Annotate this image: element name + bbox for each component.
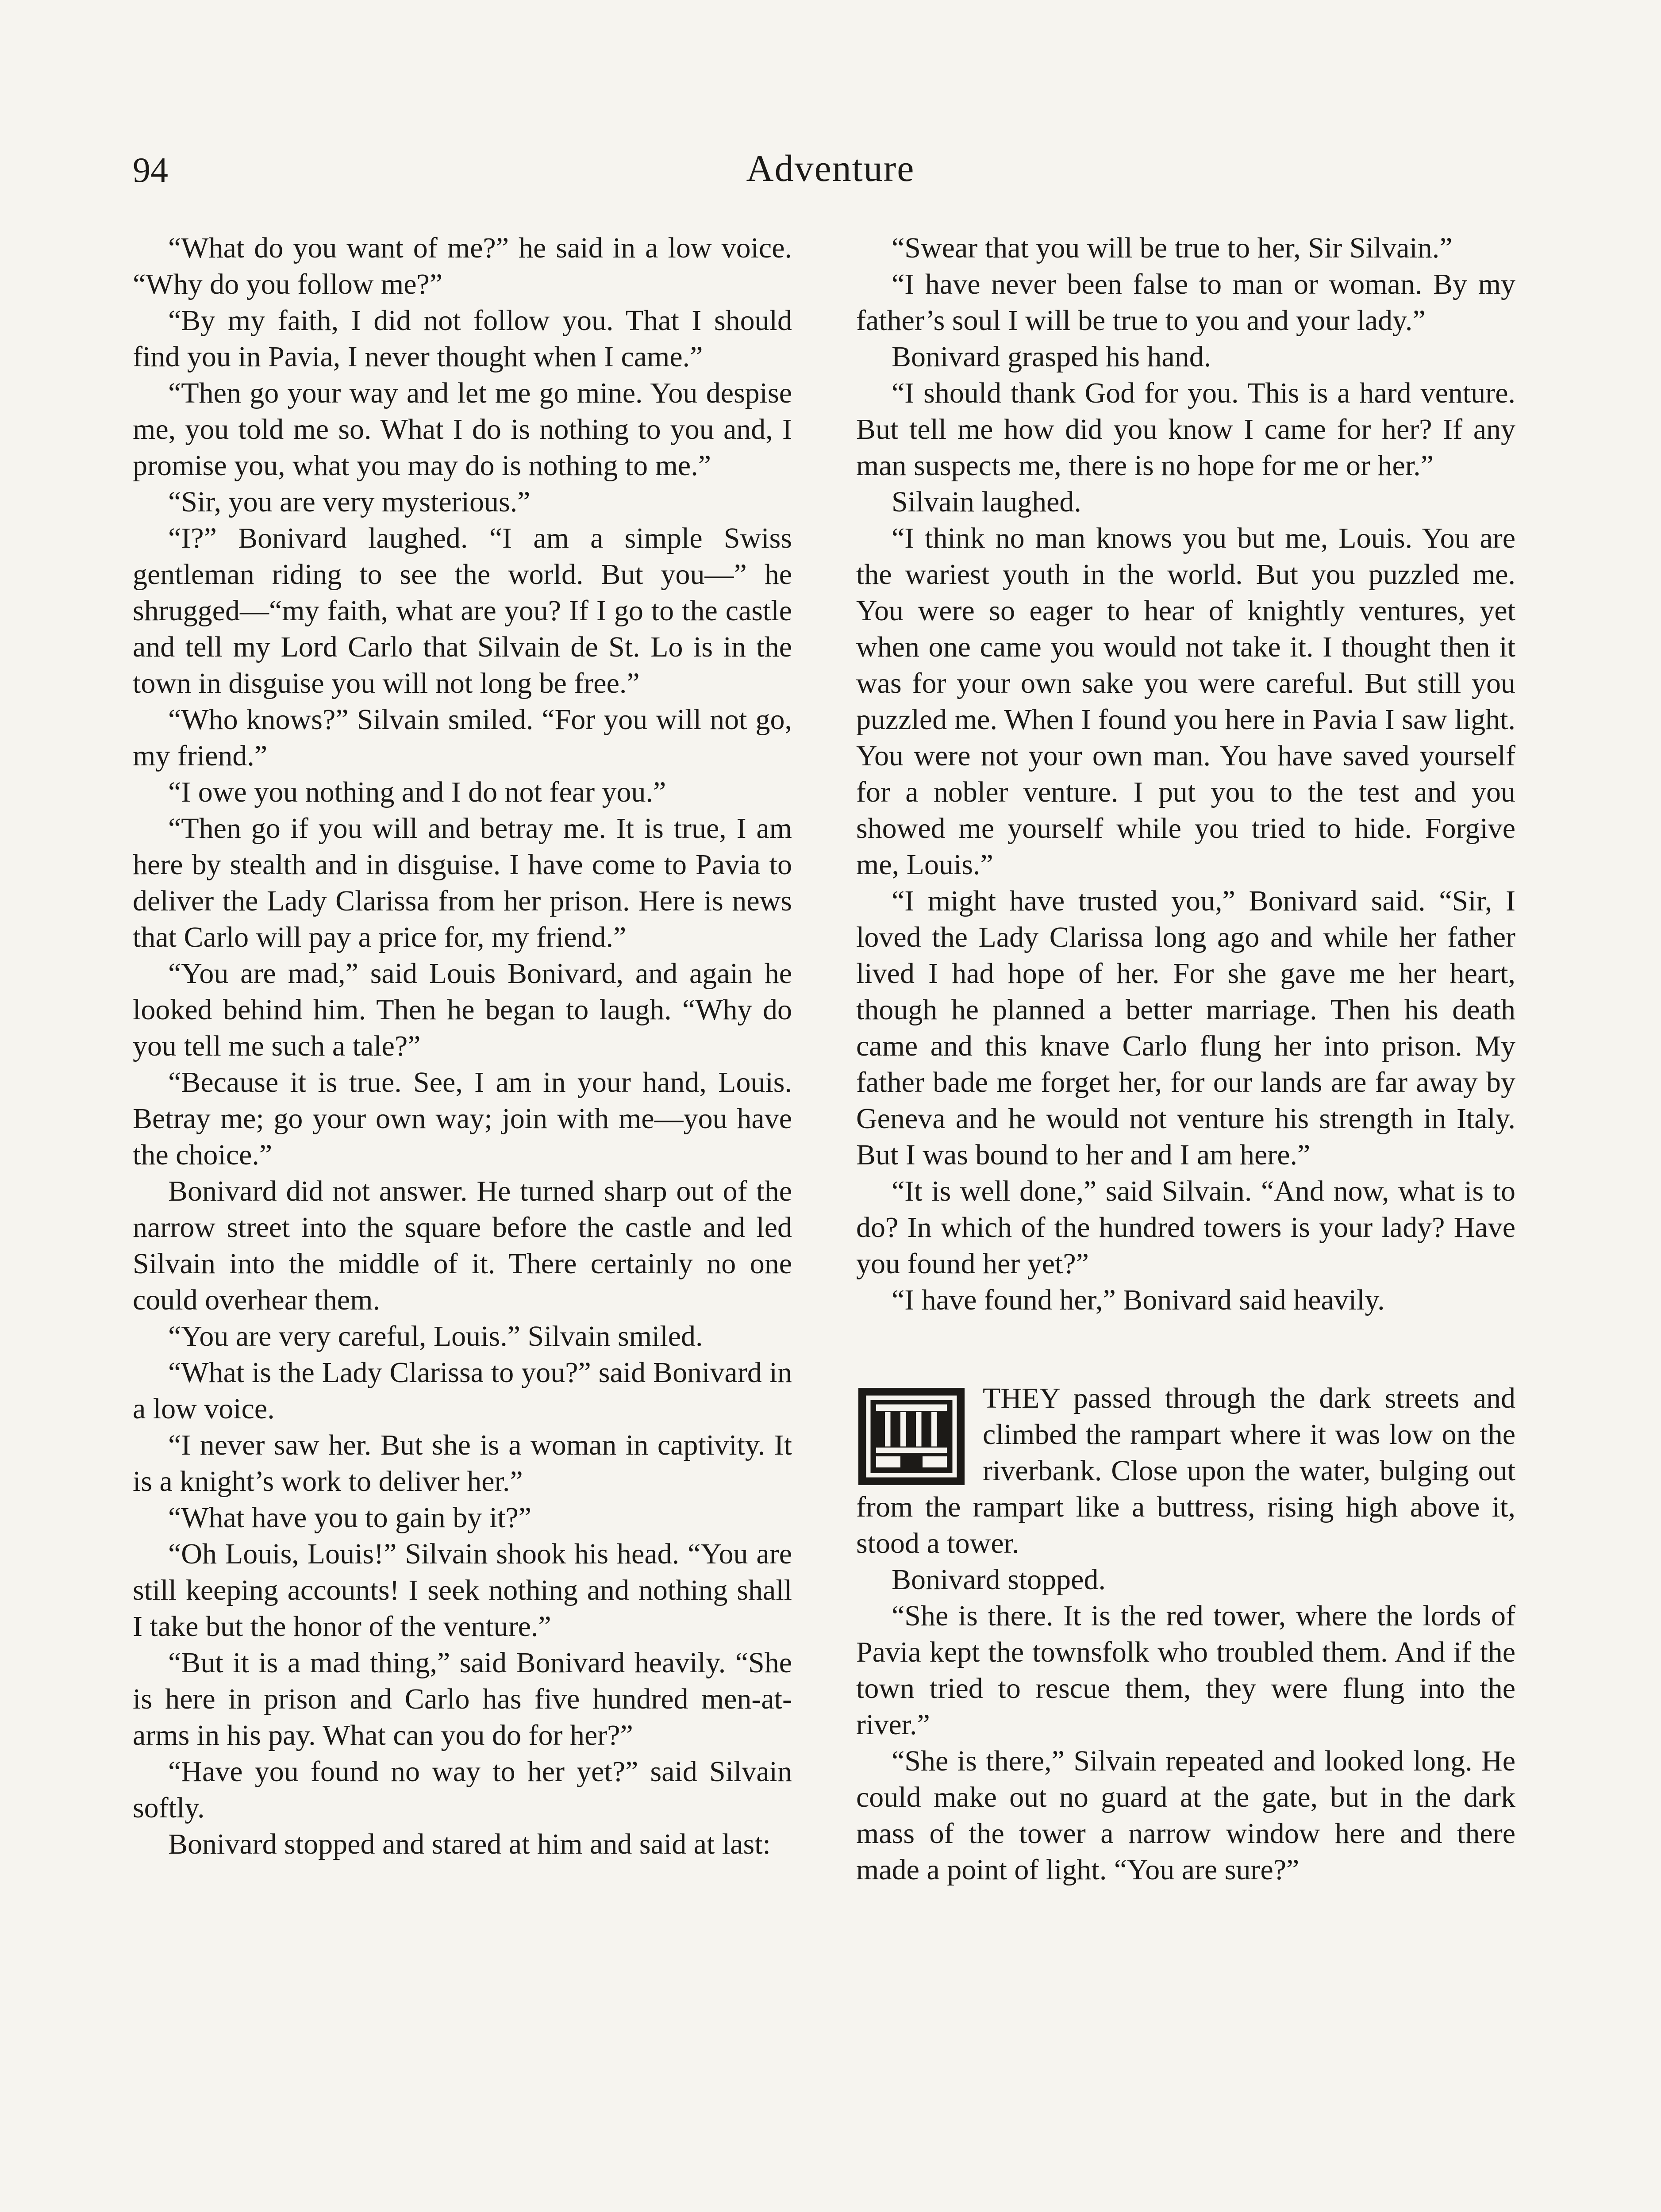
- paragraph: “I have found her,” Bonivard said heavily.: [892, 1284, 1385, 1316]
- paragraph: “I should thank God for you. This is a hard venture. But tell me how did you know I came for her? If any man suspects me, there is no hope for me or her.”: [856, 377, 1515, 482]
- running-title: Adventure: [746, 147, 915, 189]
- paragraph: “What have you to gain by it?”: [168, 1502, 532, 1534]
- paragraph: “Then go your way and let me go mine. You despise me, you told me so. What I do is nothing to you and, I promise you, what you may do is nothing to me.”: [133, 377, 792, 482]
- paragraph: Bonivard grasped his hand.: [892, 341, 1211, 373]
- paragraph: “Then go if you will and betray me. It is true, I am here by stealth and in disguise. I have come to Pavia to deliver the Lady Clarissa from her prison. Here is news that Carlo will pay a price for, my friend.”: [133, 812, 792, 953]
- paragraph: “What do you want of me?” he said in a low voice. “Why do you follow me?”: [133, 232, 792, 300]
- paragraph: Bonivard did not answer. He turned sharp out of the narrow street into the square before the castle and led Silvain into the middle of it. There certainly no one could overhear them.: [133, 1175, 792, 1316]
- paragraph: Silvain laughed.: [892, 486, 1081, 518]
- page-number: 94: [133, 151, 168, 190]
- paragraph: “She is there. It is the red tower, where the lords of Pavia kept the townsfolk who troubled them. And if the town tried to rescue them, they were flung into the river.”: [856, 1600, 1515, 1741]
- section-break: [856, 1318, 1515, 1380]
- paragraph: “Have you found no way to her yet?” said Silvain softly.: [133, 1755, 792, 1824]
- paragraph: “I owe you nothing and I do not fear you.”: [168, 776, 666, 808]
- paragraph: “You are very careful, Louis.” Silvain smiled.: [168, 1320, 703, 1352]
- right-column: [856, 230, 1515, 1888]
- paragraph: “I?” Bonivard laughed. “I am a simple Swiss gentleman riding to see the world. But you—” he shrugged—“my faith, what are you? If I go to the castle and tell my Lord Carlo that Silvain de St. Lo is in the town in disguise you will not long be free.”: [133, 522, 792, 699]
- left-column: [133, 230, 792, 1863]
- paragraph: “Who knows?” Silvain smiled. “For you will not go, my friend.”: [133, 703, 792, 772]
- paragraph: “By my faith, I did not follow you. That I should find you in Pavia, I never thought when I came.”: [133, 304, 792, 373]
- section-opening-paragraph: [856, 1380, 1515, 1562]
- barred-window-dropcap-icon: [856, 1386, 967, 1487]
- paragraph: “It is well done,” said Silvain. “And now, what is to do? In which of the hundred towers is your lady? Have you found her yet?”: [856, 1175, 1515, 1280]
- opening-paragraph-text: THEY passed through the dark streets and climbed the rampart where it was low on the riverbank. Close upon the water, bulging out from the rampart like a buttress, rising high above it, stood a tower.: [856, 1382, 1515, 1559]
- paragraph: “But it is a mad thing,” said Bonivard heavily. “She is here in prison and Carlo has five hundred men-at-arms in his pay. What can you do for her?”: [133, 1647, 792, 1751]
- paragraph: Bonivard stopped and stared at him and said at last:: [168, 1828, 771, 1860]
- paragraph: “I might have trusted you,” Bonivard said. “Sir, I loved the Lady Clarissa long ago and while her father lived I had hope of her. For she gave me her heart, though he planned a better marriage. Then his death came and this knave Carlo flung her into prison. My father bade me forget her, for our lands are far away by Geneva and he would not venture his strength in Italy. But I was bound to her and I am here.”: [856, 885, 1515, 1171]
- paragraph: “What is the Lady Clarissa to you?” said Bonivard in a low voice.: [133, 1356, 792, 1425]
- paragraph: “You are mad,” said Louis Bonivard, and again he looked behind him. Then he began to laugh. “Why do you tell me such a tale?”: [133, 957, 792, 1062]
- paragraph: “Oh Louis, Louis!” Silvain shook his head. “You are still keeping accounts! I seek nothing and nothing shall I take but the honor of the venture.”: [133, 1538, 792, 1643]
- paragraph: “Because it is true. See, I am in your hand, Louis. Betray me; go your own way; join with me—you have the choice.”: [133, 1066, 792, 1171]
- paragraph: “I never saw her. But she is a woman in captivity. It is a knight’s work to deliver her.”: [133, 1429, 792, 1498]
- paragraph: “I have never been false to man or woman. By my father’s soul I will be true to you and your lady.”: [856, 268, 1515, 337]
- page-header: [133, 133, 1528, 199]
- paragraph: Bonivard stopped.: [892, 1563, 1106, 1596]
- paragraph: “I think no man knows you but me, Louis. You are the wariest youth in the world. But you puzzled me. You were so eager to hear of knightly ventures, yet when one came you would not take it. I thought then it was for your own sake you were careful. But still you puzzled me. When I found you here in Pavia I saw light. You were not your own man. You have saved yourself for a nobler venture. I put you to the test and you showed me yourself while you tried to hide. Forgive me, Louis.”: [856, 522, 1515, 881]
- paragraph: “She is there,” Silvain repeated and looked long. He could make out no guard at the gate, but in the dark mass of the tower a narrow window here and there made a point of light. “You are sure?”: [856, 1745, 1515, 1886]
- paragraph: “Sir, you are very mysterious.”: [168, 486, 531, 518]
- paragraph: “Swear that you will be true to her, Sir Silvain.”: [892, 232, 1453, 264]
